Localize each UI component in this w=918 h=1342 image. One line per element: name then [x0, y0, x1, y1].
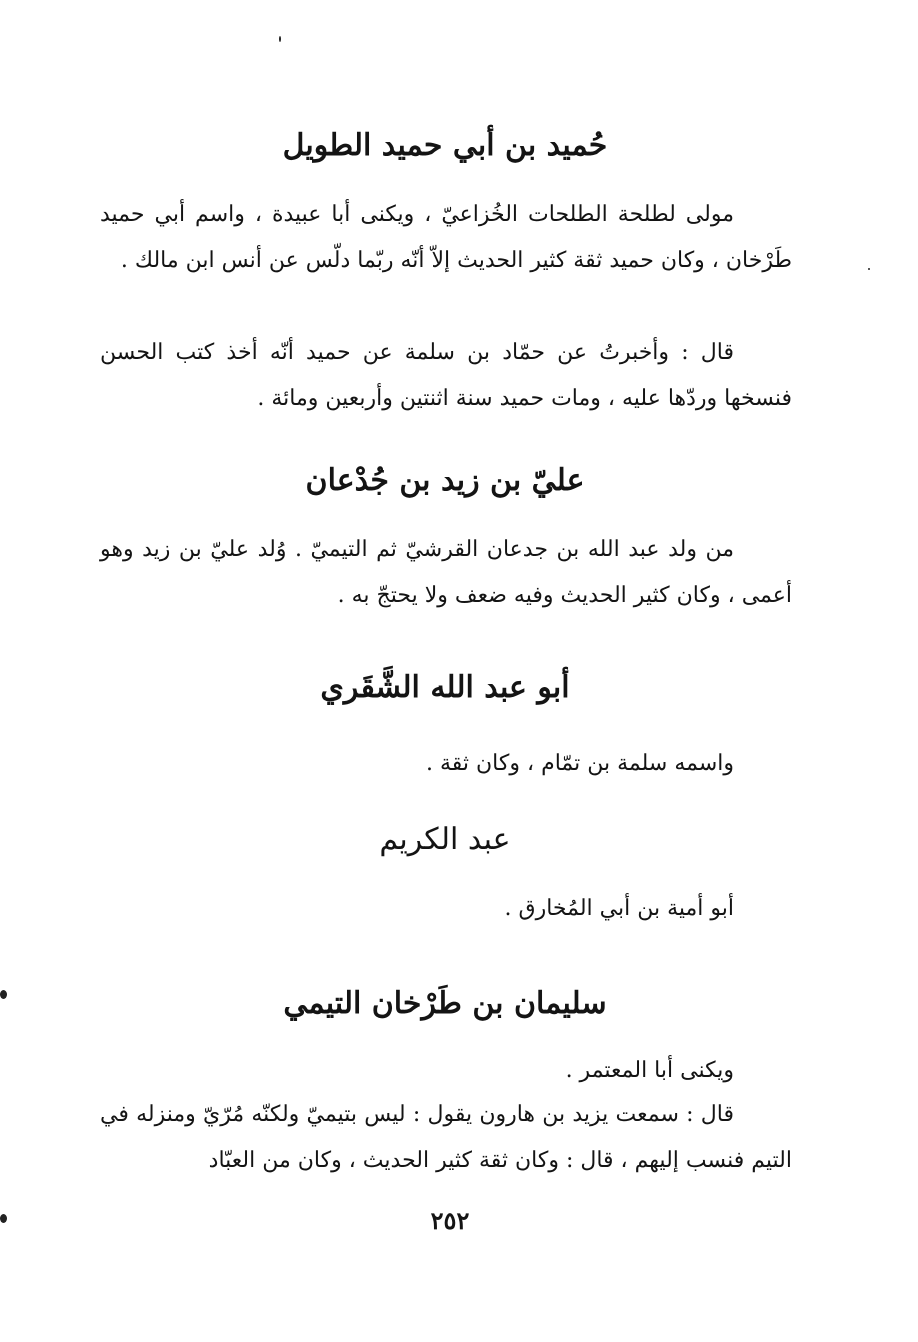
scan-speck: [0, 1214, 7, 1223]
paragraph-ali-bio: من ولد عبد الله بن جدعان القرشيّ ثم التيميّ . وُلد عليّ بن زيد وهو أعمى ، وكان كثير الحديث وفيه ضعف ولا يحتجّ به .: [100, 537, 792, 608]
section-heading-shaqari: أبو عبد الله الشَّقَري: [320, 670, 570, 705]
section-heading-sulaiman: سليمان بن طَرْخان التيمي: [283, 986, 607, 1021]
paragraph-humaid-bio: مولى لطلحة الطلحات الخُزاعيّ ، ويكنى أبا عبيدة ، واسم أبي حميد طَرْخان ، وكان حميد ثقة كثير الحديث إلاّ أنّه ربّما دلّس عن أنس ابن مالك .: [100, 202, 792, 273]
section-heading-ali: عليّ بن زيد بن جُدْعان: [305, 463, 585, 498]
scan-speck: [0, 990, 7, 999]
section-heading-abdulkarim: عبد الكريم: [379, 822, 511, 857]
page-number: ٢٥٢: [430, 1206, 470, 1235]
section-heading-humaid: حُميد بن أبي حميد الطويل: [282, 128, 608, 163]
scan-speck: [868, 268, 870, 270]
paragraph-shaqari: واسمه سلمة بن تمّام ، وكان ثقة .: [426, 751, 734, 776]
paragraph-abdulkarim: أبو أمية بن أبي المُخارق .: [504, 896, 734, 921]
paragraph-sulaiman-bio: قال : سمعت يزيد بن هارون يقول : ليس بتيميّ ولكنّه مُرّيّ ومنزله في التيم فنسب إليهم ، قال : وكان ثقة كثير الحديث ، وكان من العبّاد: [100, 1102, 792, 1173]
paragraph-humaid-death: قال : وأخبرتُ عن حمّاد بن سلمة عن حميد أنّه أخذ كتب الحسن فنسخها وردّها عليه ، ومات حميد سنة اثنتين وأربعين ومائة .: [100, 340, 792, 411]
scan-speck: [279, 36, 281, 42]
paragraph-sulaiman-kunya: ويكنى أبا المعتمر .: [565, 1058, 734, 1083]
